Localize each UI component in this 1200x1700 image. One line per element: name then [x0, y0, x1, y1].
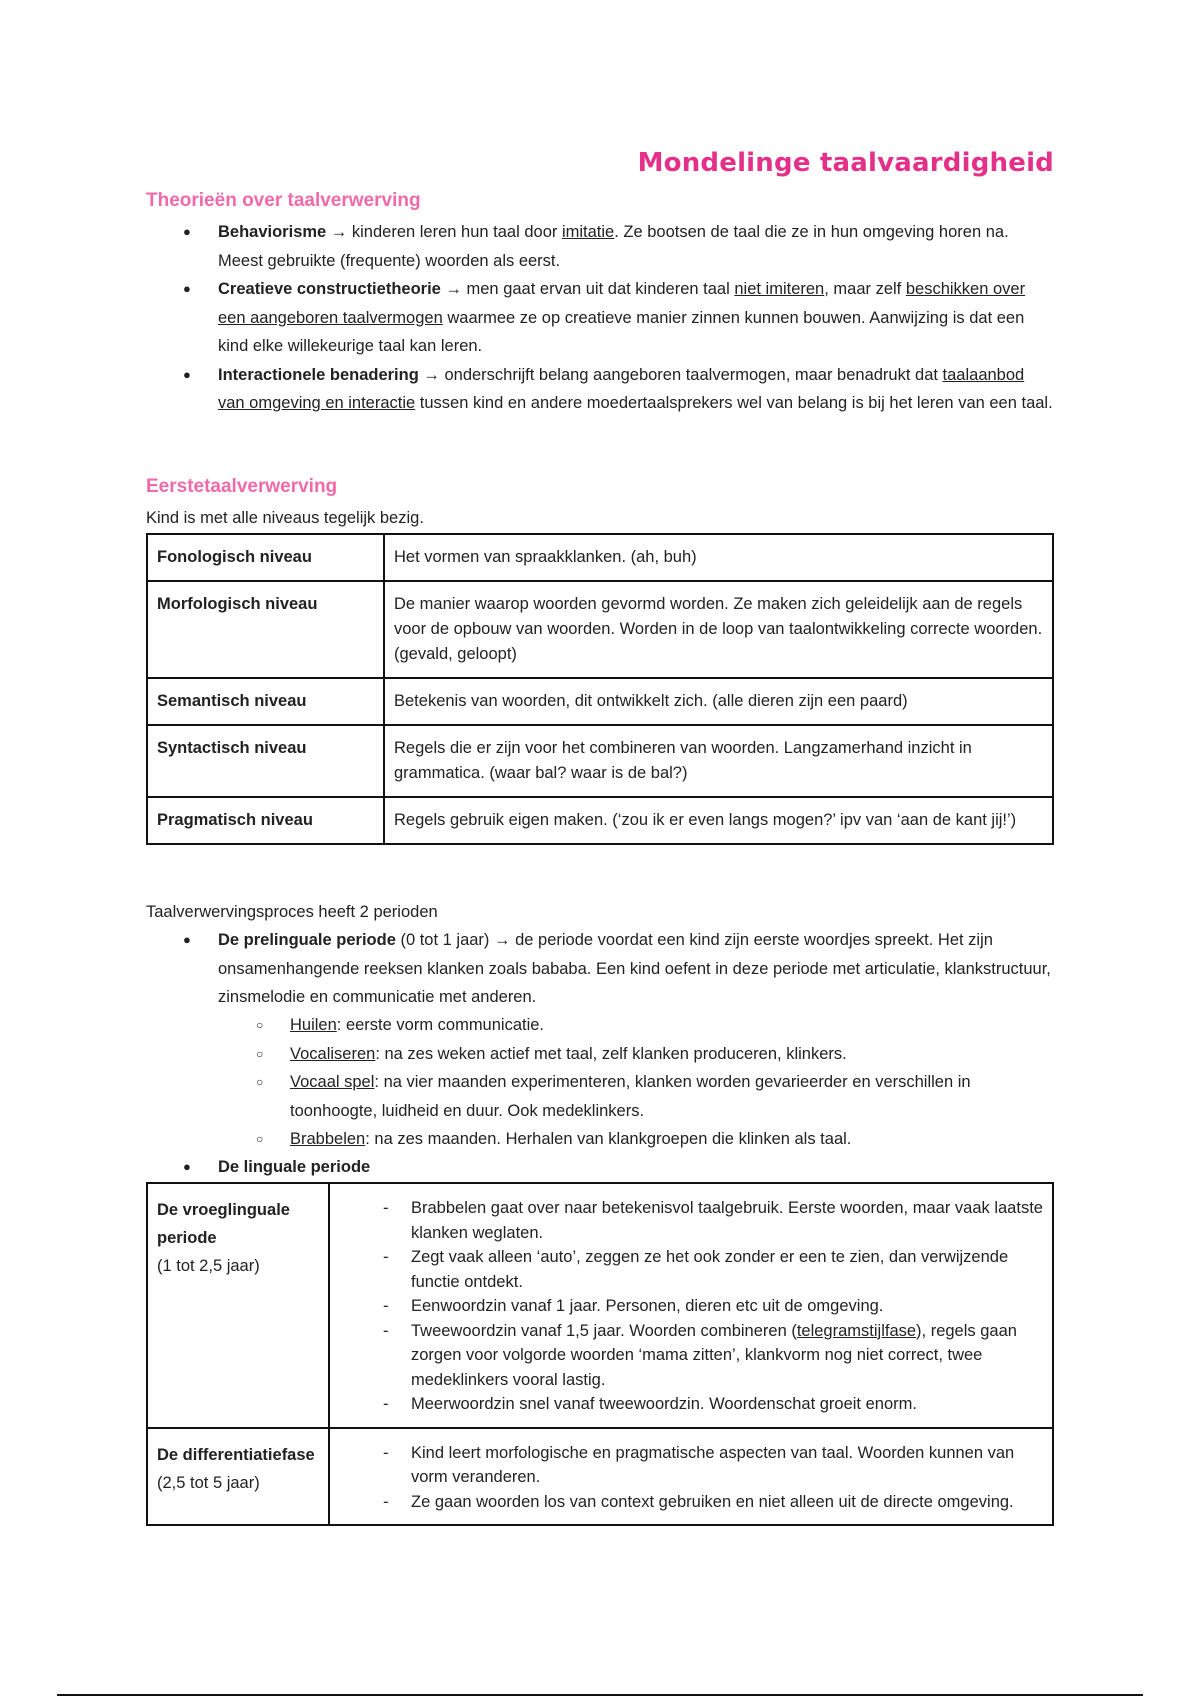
level-desc: Het vormen van spraakklanken. (ah, buh): [384, 534, 1053, 581]
level-name: Fonologisch niveau: [147, 534, 384, 581]
level-name: Semantisch niveau: [147, 678, 384, 725]
list-item: - Meerwoordzin snel vanaf tweewoordzin. Woordenschat groeit enorm.: [339, 1392, 1043, 1417]
prelingual-period: ● De prelinguale periode (0 tot 1 jaar) → de periode voordat een kind zijn eerste woordjes spreekt. Het zijn onsamenhangende reeksen klanken zoals bababa. Een kind oefent in deze periode met articulatie, klankstructuur, zinsmelodie en communicatie met anderen.: [146, 926, 1054, 1012]
prelingual-stages: [146, 1011, 1054, 1154]
level-desc: De manier waarop woorden gevormd worden. Ze maken zich geleidelijk aan de regels voor de opbouw van woorden. Worden in de loop van taalontwikkeling correcte woorden. (gevald, geloopt): [384, 581, 1053, 678]
periods-list: [146, 926, 1054, 1012]
level-desc: Regels die er zijn voor het combineren van woorden. Langzamerhand inzicht in grammatica. (waar bal? waar is de bal?): [384, 725, 1053, 797]
theory-creatieve-constructietheorie: ● Creatieve constructietheorie → men gaat ervan uit dat kinderen taal niet imiteren, maar zelf beschikken over een aangeboren taalvermogen waarmee ze op creatieve manier zinnen kunnen bouwen. Aanwijzing is dat een kind elke willekeurige taal kan leren.: [146, 275, 1054, 361]
table-row: [147, 1183, 1053, 1428]
levels-table: [146, 533, 1054, 845]
page-title: Mondelinge taalvaardigheid: [637, 148, 1054, 178]
phase-name-cell: [147, 1428, 329, 1526]
theories-heading: Theorieën over taalverwerving: [146, 190, 421, 211]
level-desc: Betekenis van woorden, dit ontwikkelt zich. (alle dieren zijn een paard): [384, 678, 1053, 725]
list-item: - Brabbelen gaat over naar betekenisvol taalgebruik. Eerste woorden, maar vaak laatste klanken weglaten.: [339, 1196, 1043, 1245]
phase-points-cell: [329, 1428, 1053, 1526]
table-row: [147, 534, 1053, 581]
phase-name: De vroeglinguale periode: [157, 1201, 290, 1247]
stage-brabbelen: ○ Brabbelen: na zes maanden. Herhalen van klankgroepen die klinken als taal.: [146, 1125, 1054, 1154]
first-language-intro: Kind is met alle niveaus tegelijk bezig.: [146, 509, 424, 527]
level-name: Pragmatisch niveau: [147, 797, 384, 844]
theory-interactionele-benadering: ● Interactionele benadering → onderschrijft belang aangeboren taalvermogen, maar benadrukt dat taalaanbod van omgeving en interactie tussen kind en andere moedertaalsprekers wel van belang is bij het leren van een taal.: [146, 361, 1054, 418]
process-intro: Taalverwervingsproces heeft 2 perioden: [146, 903, 438, 921]
lingual-phases-table: [146, 1182, 1054, 1526]
list-item: - Zegt vaak alleen ‘auto’, zeggen ze het ook zonder er een te zien, dan verwijzende functie ontdekt.: [339, 1245, 1043, 1294]
stage-huilen: ○ Huilen: eerste vorm communicatie.: [146, 1011, 1054, 1040]
list-item: - Kind leert morfologische en pragmatische aspecten van taal. Woorden kunnen van vorm veranderen.: [339, 1441, 1043, 1490]
theory-behaviorisme: ● Behaviorisme → kinderen leren hun taal door imitatie. Ze bootsen de taal die ze in hun omgeving horen na. Meest gebruikte (frequente) woorden als eerst.: [146, 218, 1054, 275]
table-row: [147, 725, 1053, 797]
phase-name-cell: [147, 1183, 329, 1428]
lingual-period-list: [146, 1153, 1054, 1182]
list-item: - Ze gaan woorden los van context gebruiken en niet alleen uit de directe omgeving.: [339, 1490, 1043, 1515]
table-row: [147, 1428, 1053, 1526]
level-desc: Regels gebruik eigen maken. (‘zou ik er even langs mogen?’ ipv van ‘aan de kant jij!’): [384, 797, 1053, 844]
stage-vocaal-spel: ○ Vocaal spel: na vier maanden experimenteren, klanken worden gevarieerder en verschillen in toonhoogte, luidheid en duur. Ook medeklinkers.: [146, 1068, 1054, 1125]
table-row: [147, 797, 1053, 844]
list-item: - Eenwoordzin vanaf 1 jaar. Personen, dieren etc uit de omgeving.: [339, 1294, 1043, 1319]
phase-age: (2,5 tot 5 jaar): [157, 1473, 260, 1492]
footer-divider: [57, 1694, 1143, 1696]
lingual-period: ● De linguale periode: [146, 1153, 1054, 1182]
phase-points: [339, 1441, 1043, 1515]
theories-list: [146, 218, 1054, 418]
level-name: Morfologisch niveau: [147, 581, 384, 678]
phase-points-cell: [329, 1183, 1053, 1428]
phase-age: (1 tot 2,5 jaar): [157, 1257, 260, 1275]
phase-name: De differentiatiefase: [157, 1445, 315, 1464]
first-language-heading: Eerstetaalverwerving: [146, 476, 338, 497]
level-name: Syntactisch niveau: [147, 725, 384, 797]
stage-vocaliseren: ○ Vocaliseren: na zes weken actief met taal, zelf klanken produceren, klinkers.: [146, 1040, 1054, 1069]
table-row: [147, 581, 1053, 678]
phase-points: [339, 1196, 1043, 1417]
table-row: [147, 678, 1053, 725]
list-item: - Tweewoordzin vanaf 1,5 jaar. Woorden combineren (telegramstijlfase), regels gaan zorgen voor volgorde woorden ‘mama zitten’, klankvorm nog niet correct, twee medeklinkers vooral lastig.: [339, 1319, 1043, 1393]
